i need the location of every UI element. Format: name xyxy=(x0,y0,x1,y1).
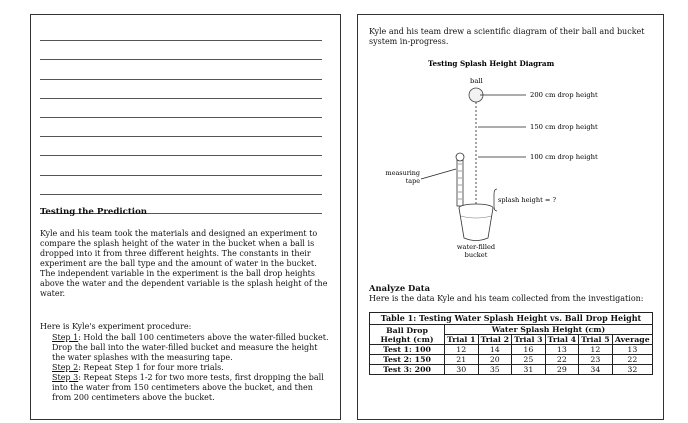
table-cell: 35 xyxy=(478,365,512,375)
table-cell: 12 xyxy=(579,345,613,355)
section-heading: Testing the Prediction xyxy=(40,207,148,217)
table-cell: 16 xyxy=(512,345,546,355)
table-cell: 34 xyxy=(579,365,613,375)
bucket-icon xyxy=(459,208,493,241)
table-caption: Table 1: Testing Water Splash Height vs. Ball Drop Height xyxy=(370,313,653,325)
answer-line[interactable] xyxy=(40,60,322,79)
blank-answer-lines xyxy=(40,22,322,214)
procedure-steps xyxy=(40,333,330,403)
splash-height-diagram xyxy=(385,59,648,269)
table-cell: 21 xyxy=(445,355,479,365)
col-header-trial: Trial 4 xyxy=(545,335,579,345)
ball-label: ball xyxy=(470,77,483,85)
col-header-average: Average xyxy=(612,335,652,345)
answer-line[interactable] xyxy=(40,99,322,118)
answer-line[interactable] xyxy=(40,22,322,41)
bucket-label: bucket xyxy=(464,251,488,259)
analyze-data-text: Here is the data Kyle and his team collected from the investigation: xyxy=(369,294,644,303)
table-cell: 12 xyxy=(445,345,479,355)
height-label-200: 200 cm drop height xyxy=(530,91,598,99)
table-cell: 30 xyxy=(445,365,479,375)
table-row xyxy=(370,345,653,355)
answer-line[interactable] xyxy=(40,156,322,175)
tape-pointer xyxy=(421,169,456,179)
table-cell: 22 xyxy=(545,355,579,365)
diagram-intro: Kyle and his team drew a scientific diagram of their ball and bucket system in-progress. xyxy=(369,27,645,46)
col-header-drop-height: Ball Drop Height (cm) xyxy=(370,325,445,345)
left-page xyxy=(30,14,341,420)
measuring-tape-label: tape xyxy=(405,177,420,185)
measuring-tape-icon xyxy=(457,156,463,206)
average-cell: 13 xyxy=(612,345,652,355)
col-header-trial: Trial 2 xyxy=(478,335,512,345)
average-cell: 32 xyxy=(612,365,652,375)
average-cell: 22 xyxy=(612,355,652,365)
answer-line[interactable] xyxy=(40,176,322,195)
table-row xyxy=(370,365,653,375)
data-table xyxy=(369,312,653,375)
answer-line[interactable] xyxy=(40,137,322,156)
analyze-data-heading: Analyze Data xyxy=(369,283,431,293)
col-header-trial: Trial 1 xyxy=(445,335,479,345)
row-label: Test 1: 100 xyxy=(370,345,445,355)
table-cell: 29 xyxy=(545,365,579,375)
procedure-intro: Here is Kyle's experiment procedure: xyxy=(40,322,192,331)
measuring-tape-label: measuring xyxy=(385,169,420,177)
table-cell: 23 xyxy=(579,355,613,365)
table-cell: 25 xyxy=(512,355,546,365)
experiment-paragraph: Kyle and his team took the materials and designed an experiment to compare the splash height of the water in the bucket when a ball is dropped into it from three different heights. The constants in their experiment are the ball type and the amount of water in the bucket. The independent variable in the experiment is the ball drop heights above the water and the dependent variable is the splash height of the water. xyxy=(40,229,328,298)
right-page xyxy=(357,14,664,420)
tape-reel-icon xyxy=(456,153,464,161)
answer-line[interactable] xyxy=(40,41,322,60)
height-label-150: 150 cm drop height xyxy=(530,123,598,131)
splash-bracket xyxy=(494,189,497,211)
row-label: Test 2: 150 xyxy=(370,355,445,365)
table-cell: 13 xyxy=(545,345,579,355)
col-header-trial: Trial 5 xyxy=(579,335,613,345)
bucket-label: water-filled xyxy=(456,243,496,251)
height-label-100: 100 cm drop height xyxy=(530,153,598,161)
procedure-step-3: Step 3: Repeat Steps 1-2 for two more tests, first dropping the ball into the water from 150 centimeters above the bucket, and then from 200 centimeters above the bucket. xyxy=(52,373,324,402)
col-header-trial: Trial 3 xyxy=(512,335,546,345)
splash-height-label: splash height = ? xyxy=(498,196,556,204)
table-cell: 14 xyxy=(478,345,512,355)
answer-line[interactable] xyxy=(40,118,322,137)
procedure-step-1: Step 1: Hold the ball 100 centimeters above the water-filled bucket. Drop the ball into the water-filled bucket and measure the height the water splashes with the measuring tape. xyxy=(52,333,329,362)
diagram-title: Testing Splash Height Diagram xyxy=(428,59,555,68)
answer-line[interactable] xyxy=(40,80,322,99)
procedure-step-2: Step 2: Repeat Step 1 for four more trials. xyxy=(52,363,224,372)
table-row xyxy=(370,355,653,365)
row-label: Test 3: 200 xyxy=(370,365,445,375)
col-header-splash-height: Water Splash Height (cm) xyxy=(445,325,653,335)
table-cell: 20 xyxy=(478,355,512,365)
table-cell: 31 xyxy=(512,365,546,375)
